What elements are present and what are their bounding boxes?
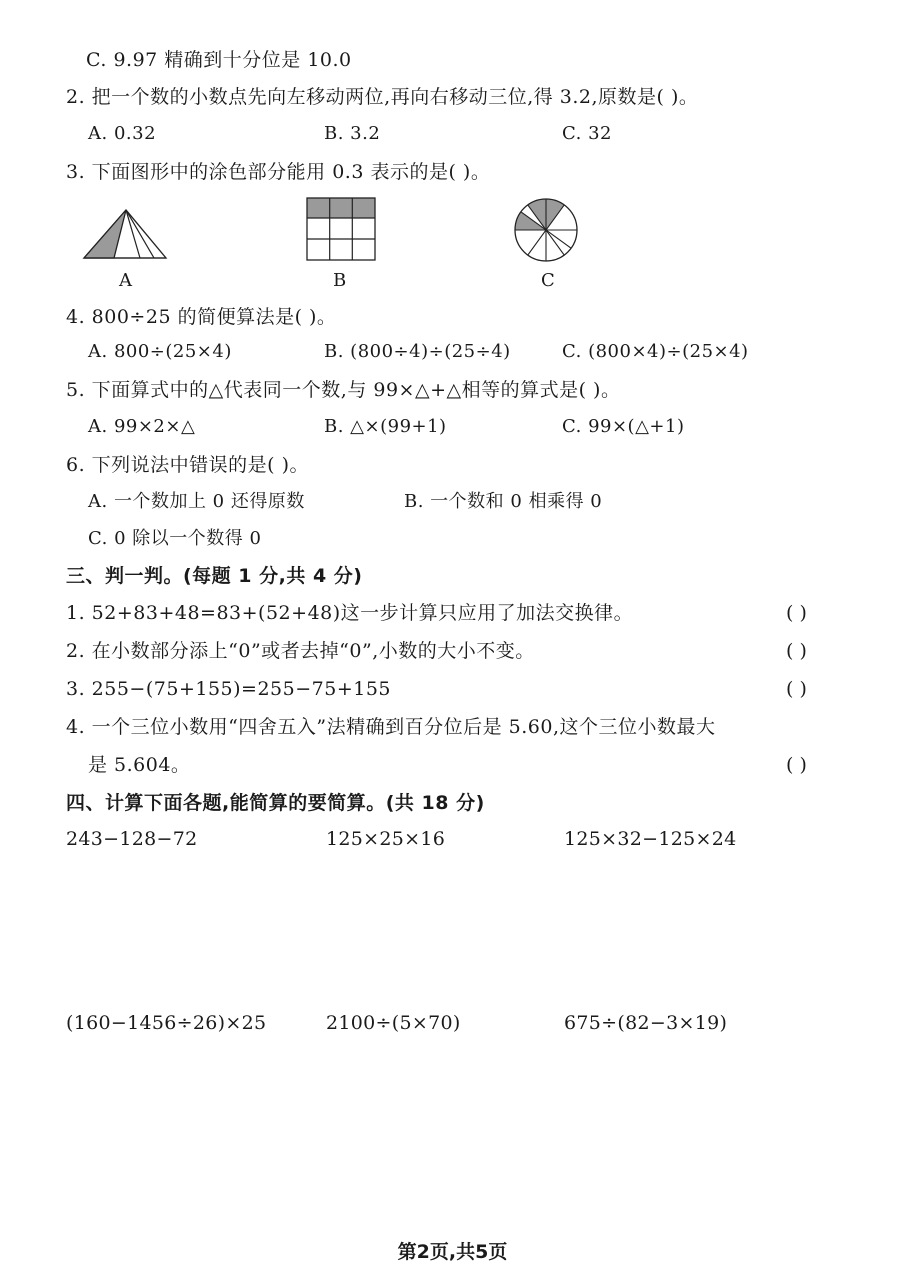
figure-b-grid [306, 197, 376, 261]
calc-problem-1: 243−128−72 [66, 828, 198, 850]
q2-option-b: B. 3.2 [324, 123, 381, 144]
q4-option-a: A. 800÷(25×4) [88, 341, 232, 362]
judge-item-3: 3. 255−(75+155)=255−75+155 [66, 678, 392, 700]
q5-option-c: C. 99×(△+1) [562, 416, 685, 437]
judge-item-2: 2. 在小数部分添上“0”或者去掉“0”,小数的大小不变。 [66, 640, 535, 662]
figure-c-label: C [541, 270, 555, 291]
calc-problem-6: 675÷(82−3×19) [564, 1012, 728, 1034]
judge-answer-paren-2[interactable]: ( ) [786, 640, 807, 662]
q5-option-a: A. 99×2×△ [88, 416, 196, 437]
q2-stem: 2. 把一个数的小数点先向左移动两位,再向右移动三位,得 3.2,原数是( )。 [66, 86, 699, 108]
q4-stem: 4. 800÷25 的简便算法是( )。 [66, 306, 337, 328]
judge-answer-paren-4[interactable]: ( ) [786, 754, 807, 776]
judge-item-4: 4. 一个三位小数用“四舍五入”法精确到百分位后是 5.60,这个三位小数最大 [66, 716, 716, 738]
figure-b-label: B [333, 270, 347, 291]
q6-option-b: B. 一个数和 0 相乘得 0 [404, 491, 603, 512]
q3-stem: 3. 下面图形中的涂色部分能用 0.3 表示的是( )。 [66, 161, 491, 183]
grid-shaded-row [307, 198, 375, 218]
judge-item-4-continued: 是 5.604。 [88, 754, 191, 776]
judge-answer-paren-3[interactable]: ( ) [786, 678, 807, 700]
page-footer: 第2页,共5页 [397, 1241, 508, 1263]
q5-stem: 5. 下面算式中的△代表同一个数,与 99×△+△相等的算式是( )。 [66, 379, 621, 401]
q2-option-c: C. 32 [562, 123, 612, 144]
q2-option-a: A. 0.32 [88, 123, 157, 144]
figure-a-label: A [119, 270, 132, 291]
q6-option-c: C. 0 除以一个数得 0 [88, 528, 262, 549]
calc-problem-3: 125×32−125×24 [564, 828, 737, 850]
judge-answer-paren-1[interactable]: ( ) [786, 602, 807, 624]
q4-option-c: C. (800×4)÷(25×4) [562, 341, 749, 362]
calc-problem-4: (160−1456÷26)×25 [66, 1012, 267, 1034]
q4-option-b: B. (800÷4)÷(25÷4) [324, 341, 511, 362]
calc-problem-5: 2100÷(5×70) [326, 1012, 461, 1034]
q6-option-a: A. 一个数加上 0 还得原数 [88, 491, 305, 512]
figure-c-circle [513, 197, 579, 263]
q5-option-b: B. △×(99+1) [324, 416, 447, 437]
judge-item-1: 1. 52+83+48=83+(52+48)这一步计算只应用了加法交换律。 [66, 602, 634, 624]
figure-a-triangle [84, 208, 168, 260]
section4-heading: 四、计算下面各题,能简算的要简算。(共 18 分) [66, 792, 485, 814]
q1-option-c: C. 9.97 精确到十分位是 10.0 [86, 49, 352, 71]
section3-heading: 三、判一判。(每题 1 分,共 4 分) [66, 565, 363, 587]
calc-problem-2: 125×25×16 [326, 828, 446, 850]
triangle-shaded-part [84, 210, 126, 258]
q6-stem: 6. 下列说法中错误的是( )。 [66, 454, 310, 476]
